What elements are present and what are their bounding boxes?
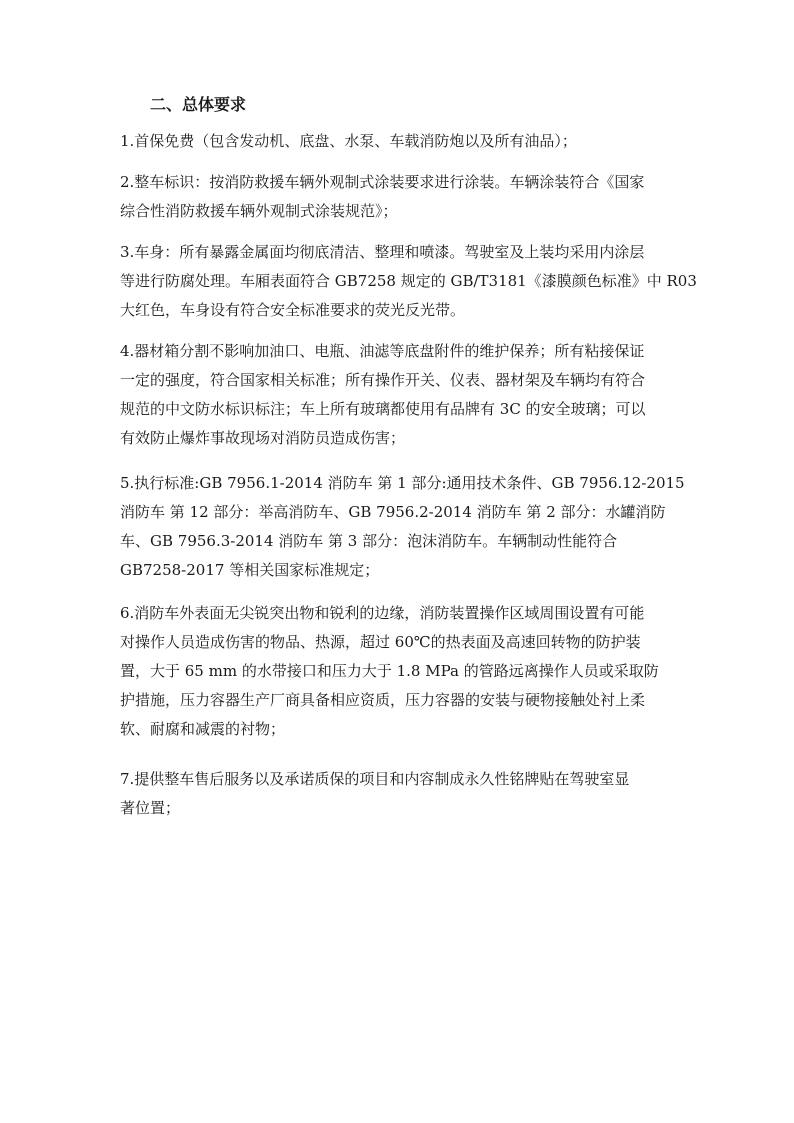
text-line: 一定的强度，符合国家相关标准；所有操作开关、仪表、器材架及车辆均有符合 [120, 371, 646, 389]
requirement-item-2 [120, 168, 680, 226]
text-line: 综合性消防救援车辆外观制式涂装规范》； [120, 202, 398, 220]
text-line: 软、耐腐和减震的衬物； [120, 720, 286, 738]
text-line: 7.提供整车售后服务以及承诺质保的项目和内容制成永久性铭牌贴在驾驶室显 [120, 770, 630, 788]
text-line: 规范的中文防水标识标注；车上所有玻璃都使用有品牌有 3C 的安全玻璃；可以 [120, 400, 646, 418]
requirement-item-5 [120, 469, 685, 585]
text-line: 6.消防车外表面无尖锐突出物和锐利的边缘，消防装置操作区域周围设置有可能 [120, 604, 645, 622]
text-line: 5.执行标准:GB 7956.1-2014 消防车 第 1 部分:通用技术条件、GB 7956.12-2015 [120, 474, 685, 492]
text-line: 1.首保免费（包含发动机、底盘、水泵、车载消防炮以及所有油品）； [120, 132, 577, 150]
section-heading: 二、总体要求 [150, 95, 247, 114]
text-line: 等进行防腐处理。车厢表面符合 GB7258 规定的 GB/T3181《漆膜颜色标准》中 R03 [120, 272, 697, 290]
requirement-item-6 [120, 599, 680, 744]
text-line: 著位置； [120, 799, 181, 817]
text-line: 护措施，压力容器生产厂商具备相应资质，压力容器的安装与硬物接触处衬上柔 [120, 691, 646, 709]
requirement-item-1 [120, 127, 680, 156]
requirement-item-7 [120, 765, 680, 823]
text-line: GB7258-2017 等相关国家标准规定； [120, 561, 380, 579]
text-line: 置，大于 65 mm 的水带接口和压力大于 1.8 MPa 的管路远离操作人员或采取防 [120, 662, 659, 680]
text-line: 车、GB 7956.3-2014 消防车 第 3 部分：泡沫消防车。车辆制动性能符合 [120, 532, 618, 550]
text-line: 4.器材箱分割不影响加油口、电瓶、油滤等底盘附件的维护保养；所有粘接保证 [120, 342, 645, 360]
text-line: 对操作人员造成伤害的物品、热源，超过 60℃的热表面及高速回转物的防护装 [120, 633, 641, 651]
text-line: 3.车身：所有暴露金属面均彻底清洁、整理和喷漆。驾驶室及上装均采用内涂层 [120, 243, 645, 261]
text-line: 消防车 第 12 部分：举高消防车、GB 7956.2-2014 消防车 第 2 部分：水罐消防 [120, 503, 666, 521]
text-line: 大红色，车身设有符合安全标准要求的荧光反光带。 [120, 301, 466, 319]
text-line: 有效防止爆炸事故现场对消防员造成伤害； [120, 429, 406, 447]
requirement-item-3 [120, 238, 697, 325]
requirement-item-4 [120, 337, 680, 453]
text-line: 2.整车标识：按消防救援车辆外观制式涂装要求进行涂装。车辆涂装符合《国家 [120, 173, 645, 191]
